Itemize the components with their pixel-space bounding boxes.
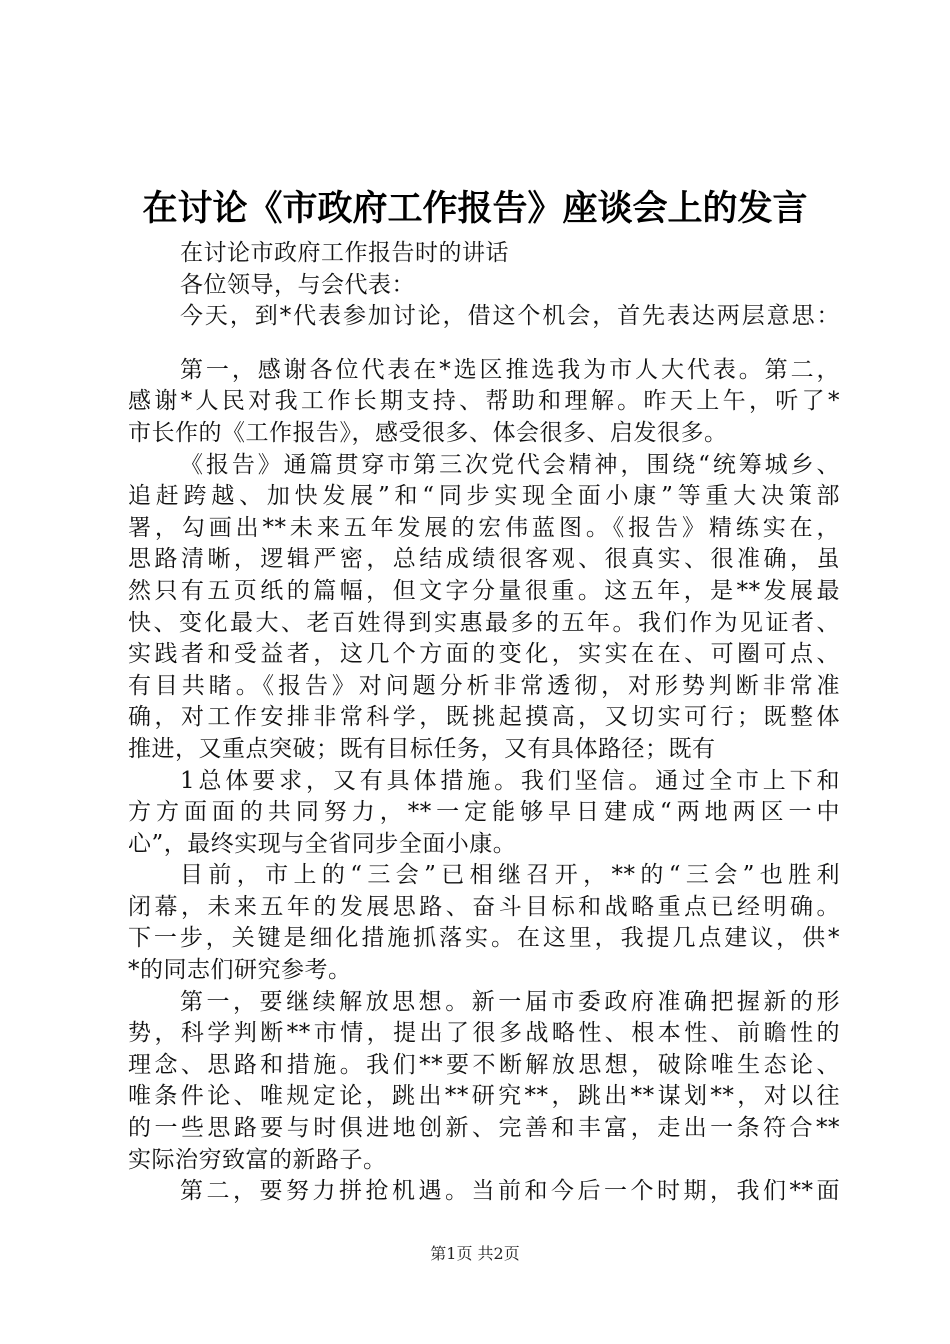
text-line: 理念、思路和措施。我们**要不断解放思想，破除唯生态论、: [128, 1051, 840, 1078]
text-line: 署，勾画出**未来五年发展的宏伟蓝图。《报告》精练实在，: [128, 514, 840, 541]
text-line: 目前，市上的“三会”已相继召开，**的“三会”也胜利: [180, 862, 840, 889]
text-line: 第二，要努力拼抢机遇。当前和今后一个时期，我们**面: [180, 1178, 840, 1205]
text-line: 唯条件论、唯规定论，跳出**研究**，跳出**谋划**，对以往: [128, 1083, 840, 1110]
text-line: 快、变化最大、老百姓得到实惠最多的五年。我们作为见证者、: [128, 609, 840, 636]
text-line: 实际治穷致富的新路子。: [128, 1146, 387, 1173]
text-line: 《报告》通篇贯穿市第三次党代会精神，围绕“统筹城乡、: [180, 451, 840, 478]
text-line: 推进，又重点突破；既有目标任务，又有具体路径；既有: [128, 735, 716, 762]
text-line: 的一些思路要与时俱进地创新、完善和丰富，走出一条符合**: [128, 1115, 840, 1142]
text-line: 第一，要继续解放思想。新一届市委政府准确把握新的形: [180, 988, 840, 1015]
text-line: 实践者和受益者，这几个方面的变化，实实在在、可圈可点、: [128, 641, 840, 668]
text-line: 感谢*人民对我工作长期支持、帮助和理解。昨天上午，听了*: [128, 388, 840, 415]
text-line: 方方面面的共同努力，**一定能够早日建成“两地两区一中: [128, 799, 840, 826]
text-line: 追赶跨越、加快发展”和“同步实现全面小康”等重大决策部: [128, 483, 840, 510]
text-line: 心”，最终实现与全省同步全面小康。: [128, 830, 517, 857]
text-line: 1总体要求，又有具体措施。我们坚信。通过全市上下和: [180, 767, 840, 794]
text-line: 今天，到*代表参加讨论，借这个机会，首先表达两层意思：: [180, 303, 840, 330]
text-line: 然只有五页纸的篇幅，但文字分量很重。这五年，是**发展最: [128, 577, 840, 604]
page-footer: 第1页 共2页: [430, 1244, 520, 1263]
document-body: [128, 238, 840, 1208]
text-line: 下一步，关键是细化措施抓落实。在这里，我提几点建议，供*: [128, 925, 840, 952]
text-line: 闭幕，未来五年的发展思路、奋斗目标和战略重点已经明确。: [128, 893, 840, 920]
text-line: 有目共睹。《报告》对问题分析非常透彻，对形势判断非常准: [128, 672, 840, 699]
text-line: *的同志们研究参考。: [128, 957, 352, 984]
text-line: 势，科学判断**市情，提出了很多战略性、根本性、前瞻性的: [128, 1020, 840, 1047]
text-line: 各位领导，与会代表：: [180, 271, 415, 298]
text-line: 思路清晰，逻辑严密，总结成绩很客观、很真实、很准确，虽: [128, 546, 840, 573]
text-line: 在讨论市政府工作报告时的讲话: [180, 240, 509, 266]
text-line: 确，对工作安排非常科学，既挑起摸高，又切实可行；既整体: [128, 704, 840, 731]
text-line: 第一，感谢各位代表在*选区推选我为市人大代表。第二，: [180, 356, 840, 383]
paragraph-gap: [128, 333, 840, 355]
text-line: 市长作的《工作报告》，感受很多、体会很多、启发很多。: [128, 419, 728, 446]
document-title: 在讨论《市政府工作报告》座谈会上的发言: [142, 188, 808, 229]
